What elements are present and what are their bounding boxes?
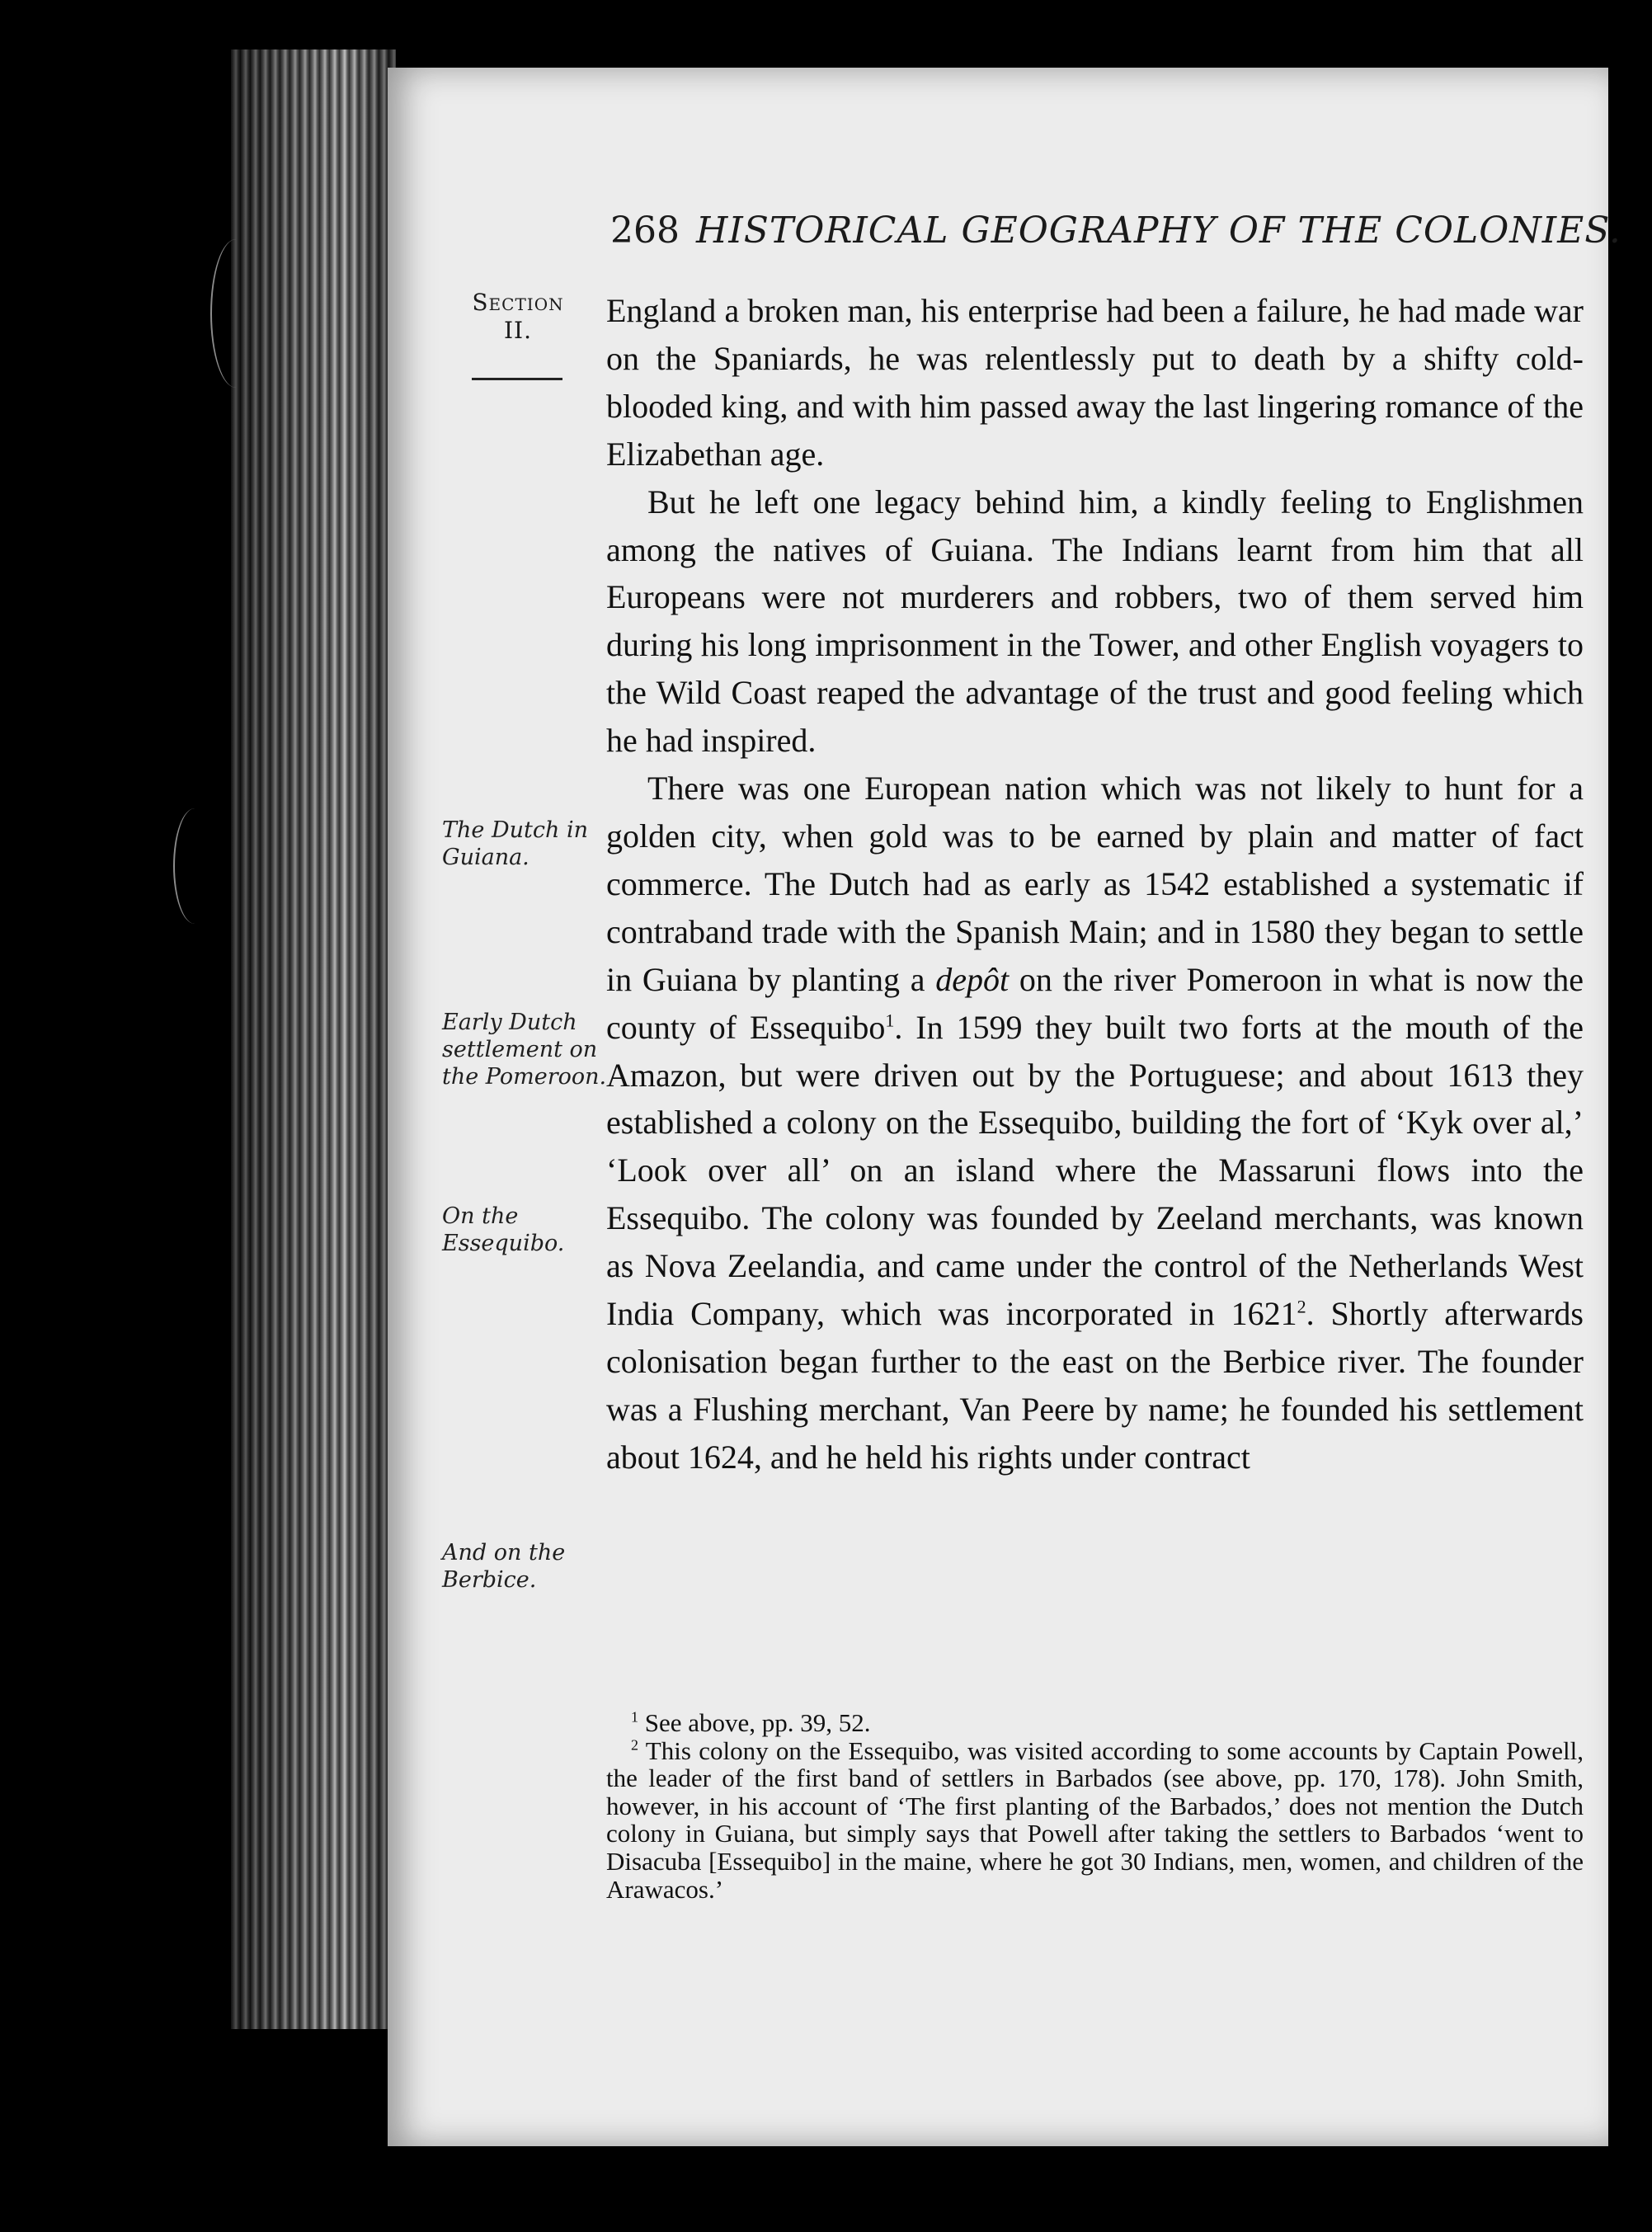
margin-note-dutch-in-guiana: The Dutch in Guiana.: [442, 817, 588, 870]
scan-artifact: [210, 239, 261, 388]
margin-note-early-dutch-settlement: Early Dutch settlement on the Pomeroon.: [442, 1010, 607, 1090]
section-label: [452, 289, 584, 345]
paragraph: But he left one legacy behind him, a kindly feeling to Englishmen among the natives of Guiana. The Indians learnt from him that all Europeans were not murderers and robbers, two of them served him during his long imprisonment in the Tower, and other English voyagers to the Wild Coast reaped the advantage of the trust and good feeling which he had inspired.: [606, 483, 1584, 760]
footnote-text: This colony on the Essequibo, was visited according to some accounts by Captain Powell, the leader of the first band of settlers in Barbados (see above, pp. 170, 178). John Smith, however, in his account of ‘The first planting of the Barbados,’ does not mention the Dutch colony in Guiana, but simply says that Powell after taking the settlers to Barbados ‘went to Disacuba [Essequibo] in the maine, where he got 30 Indians, men, women, and children of the Arawacos.’: [606, 1735, 1584, 1904]
section-word: Section: [472, 289, 564, 316]
paragraph-text: There was one European nation which was not likely to hunt for a golden city, when gold was to be earned by plain and matter of fact commerce. The Dutch had as early as 1542 established a systematic if contraband trade with the Spanish Main; and in 1580 they began to settle in Guiana by planting a: [606, 770, 1584, 998]
running-title: HISTORICAL GEOGRAPHY OF THE COLONIES.: [695, 210, 1621, 252]
paragraph: [606, 765, 1584, 1481]
running-header: [610, 206, 1621, 256]
footnote-1: [606, 1709, 1584, 1737]
margin-note-berbice: And on the Berbice.: [442, 1540, 566, 1593]
paragraph-text: . In 1599 they built two forts at the mouth of the Amazon, but were driven out by the Portuguese; and about 1613 they established a colony on the Essequibo, building the fort of ‘Kyk over al,’ ‘Look over all’ on an island where the Massaruni flows into the Essequibo. The colony was founded by Zeeland merchants, was known as Nova Zeelandia, and came under the control of the Netherlands West India Company, which was incorporated in 1621: [606, 1008, 1584, 1333]
footnote-2: [606, 1737, 1584, 1904]
footnote-ref-1: 1: [885, 1010, 895, 1031]
scan-artifact: [173, 808, 216, 924]
italic-term: depôt: [935, 960, 1010, 998]
page-number: 268: [610, 210, 680, 252]
footnote-mark: 1: [631, 1708, 638, 1726]
margin-note-essequibo: On the Essequibo.: [442, 1203, 565, 1256]
section-divider: [472, 378, 562, 380]
footnote-mark: 2: [631, 1736, 638, 1754]
paragraph: England a broken man, his enterprise had been a failure, he had made war on the Spaniards, he was relentlessly put to death by a shifty cold-blooded king, and with him passed away the last lingering romance of the Elizabethan age.: [606, 292, 1584, 473]
paragraph-text: . Shortly afterwards colonisation began further to the east on the Berbice river. The founder was a Flushing merchant, Van Peere by name; he founded his settlement about 1624, and he held his rights under contract: [606, 1295, 1584, 1476]
section-number: II.: [503, 317, 533, 344]
body-text: [606, 287, 1584, 1481]
footnote-ref-2: 2: [1297, 1296, 1306, 1317]
paragraph-text: on the river Pomeroon in what is now the county of Essequibo: [606, 960, 1584, 1046]
footnotes: [606, 1709, 1584, 1903]
footnote-text: See above, pp. 39, 52.: [644, 1708, 871, 1737]
